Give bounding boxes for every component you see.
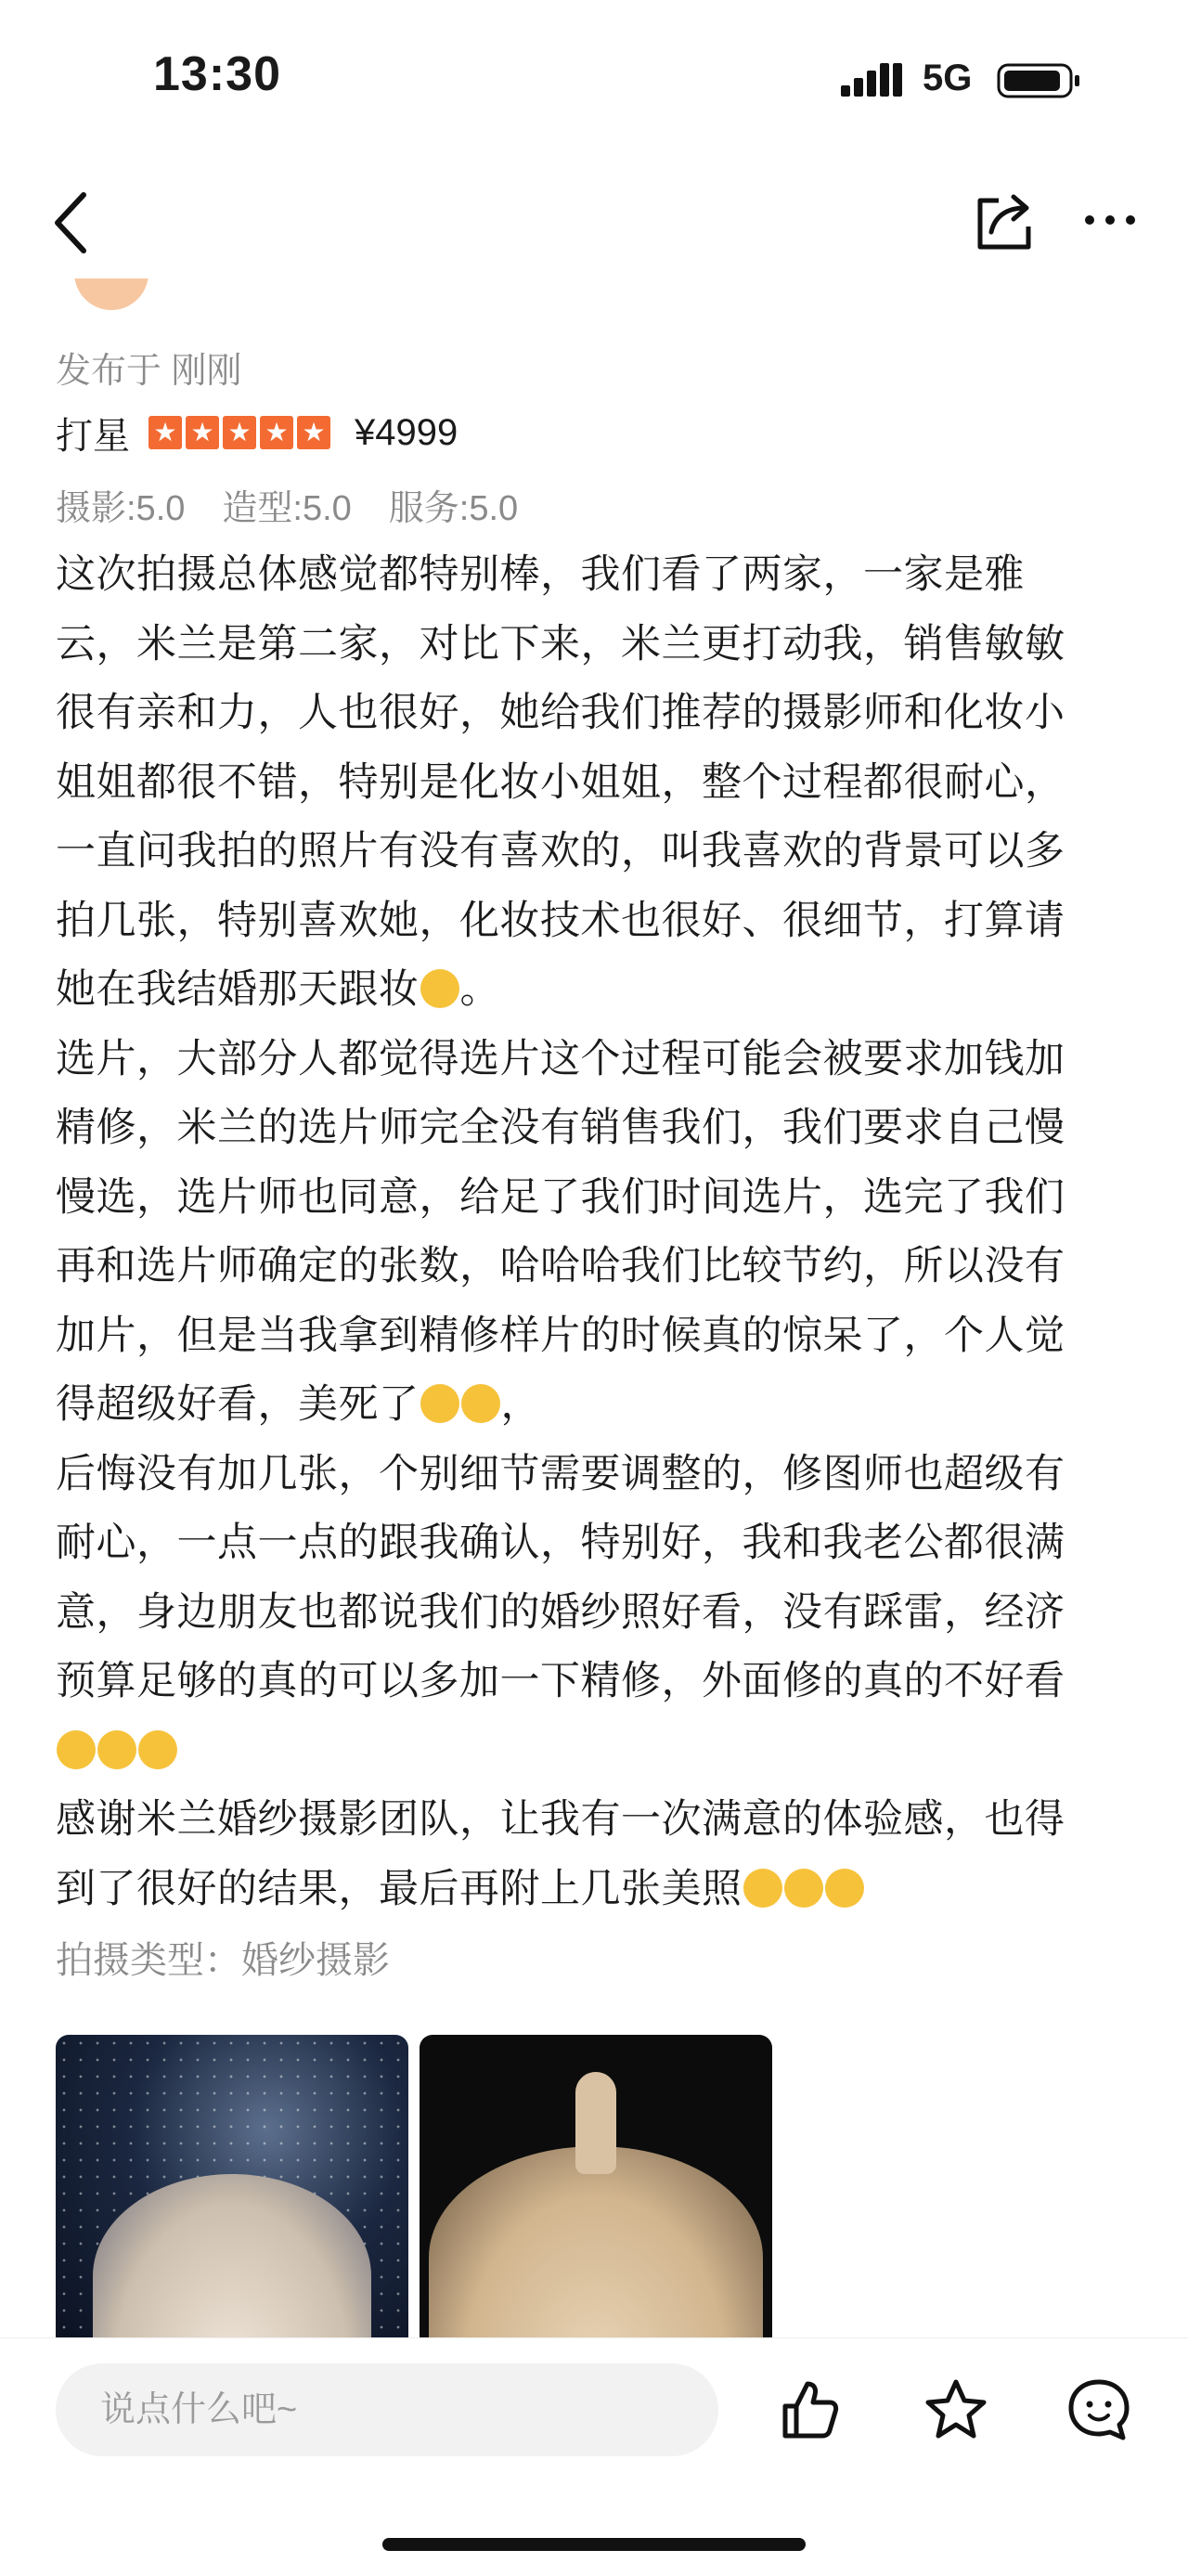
laugh-cry-emoji-icon	[97, 1730, 136, 1769]
score-photography: 摄影:5.0	[56, 489, 186, 528]
price: ¥4999	[355, 411, 458, 453]
review-text	[56, 540, 1099, 1923]
wink-emoji-icon	[420, 969, 459, 1008]
star-icon: ★	[148, 416, 182, 449]
grin-emoji-icon	[784, 1869, 823, 1908]
laugh-cry-emoji-icon	[57, 1730, 96, 1769]
share-icon[interactable]	[971, 188, 1038, 254]
rating-row	[56, 407, 458, 459]
score-styling: 造型:5.0	[222, 489, 352, 528]
shoot-type: 拍摄类型：婚纱摄影	[56, 1940, 390, 1981]
chevron-left-icon[interactable]	[45, 186, 100, 260]
battery-icon	[997, 61, 1082, 100]
score-row	[56, 479, 518, 530]
thumbs-up-icon[interactable]	[776, 2376, 843, 2443]
grin-emoji-icon	[461, 1384, 500, 1423]
star-icon[interactable]	[923, 2376, 989, 2443]
star-rating	[148, 416, 334, 449]
grin-emoji-icon	[825, 1869, 864, 1908]
status-time: 13:30	[153, 47, 281, 101]
star-icon: ★	[297, 416, 330, 449]
laugh-cry-emoji-icon	[138, 1730, 177, 1769]
review-paragraph-2: 选片，大部分人都觉得选片这个过程可能会被要求加钱加精修，米兰的选片师完全没有销售我们，我们要求自己慢慢选，选片师也同意，给足了我们时间选片，选完了我们再和选片师确定的张数，哈哈哈我们比较节约，所以没有加片，但是当我拿到精修样片的时候真的惊呆了，个人觉得超级好看，美死了	[56, 1035, 1065, 1428]
star-icon: ★	[223, 416, 256, 449]
score-service: 服务:5.0	[388, 489, 519, 528]
grin-emoji-icon	[420, 1384, 459, 1423]
status-bar	[0, 0, 1188, 158]
star-icon: ★	[260, 416, 293, 449]
review-paragraph-2-end: ，	[500, 1381, 541, 1428]
network-label: 5G	[923, 58, 973, 98]
avatar[interactable]	[74, 278, 148, 312]
photo-gallery	[56, 2035, 772, 2350]
review-paragraph-3: 后悔没有加几张，个别细节需要调整的，修图师也超级有耐心，一点一点的跟我确认，特别好，我和我老公都很满意，身边朋友也都说我们的婚纱照好看，没有踩雷，经济预算足够的真的可以多加一下精修，外面修的真的不好看	[56, 1450, 1065, 1704]
rating-label: 打星	[56, 415, 130, 457]
wedding-photo[interactable]	[56, 2035, 408, 2350]
review-paragraph-1-end: 。	[459, 966, 500, 1013]
comment-input[interactable]	[56, 2363, 718, 2456]
posted-time: 发布于 刚刚	[56, 352, 242, 391]
more-icon[interactable]	[1082, 206, 1138, 234]
home-indicator	[382, 2538, 806, 2551]
comment-icon[interactable]	[1065, 2376, 1132, 2443]
wedding-photo[interactable]	[420, 2035, 772, 2350]
review-paragraph-4: 感谢米兰婚纱摄影团队，让我有一次满意的体验感，也得到了很好的结果，最后再附上几张美照	[56, 1796, 1065, 1912]
star-icon: ★	[186, 416, 219, 449]
grin-emoji-icon	[743, 1869, 782, 1908]
signal-icon	[841, 61, 906, 98]
review-paragraph-1: 这次拍摄总体感觉都特别棒，我们看了两家，一家是雅云，米兰是第二家，对比下来，米兰更打动我，销售敏敏很有亲和力，人也很好，她给我们推荐的摄影师和化妆小姐姐都很不错，特别是化妆小姐姐，整个过程都很耐心，一直问我拍的照片有没有喜欢的，叫我喜欢的背景可以多拍几张，特别喜欢她，化妆技术也很好、很细节，打算请她在我结婚那天跟妆	[56, 551, 1065, 1013]
